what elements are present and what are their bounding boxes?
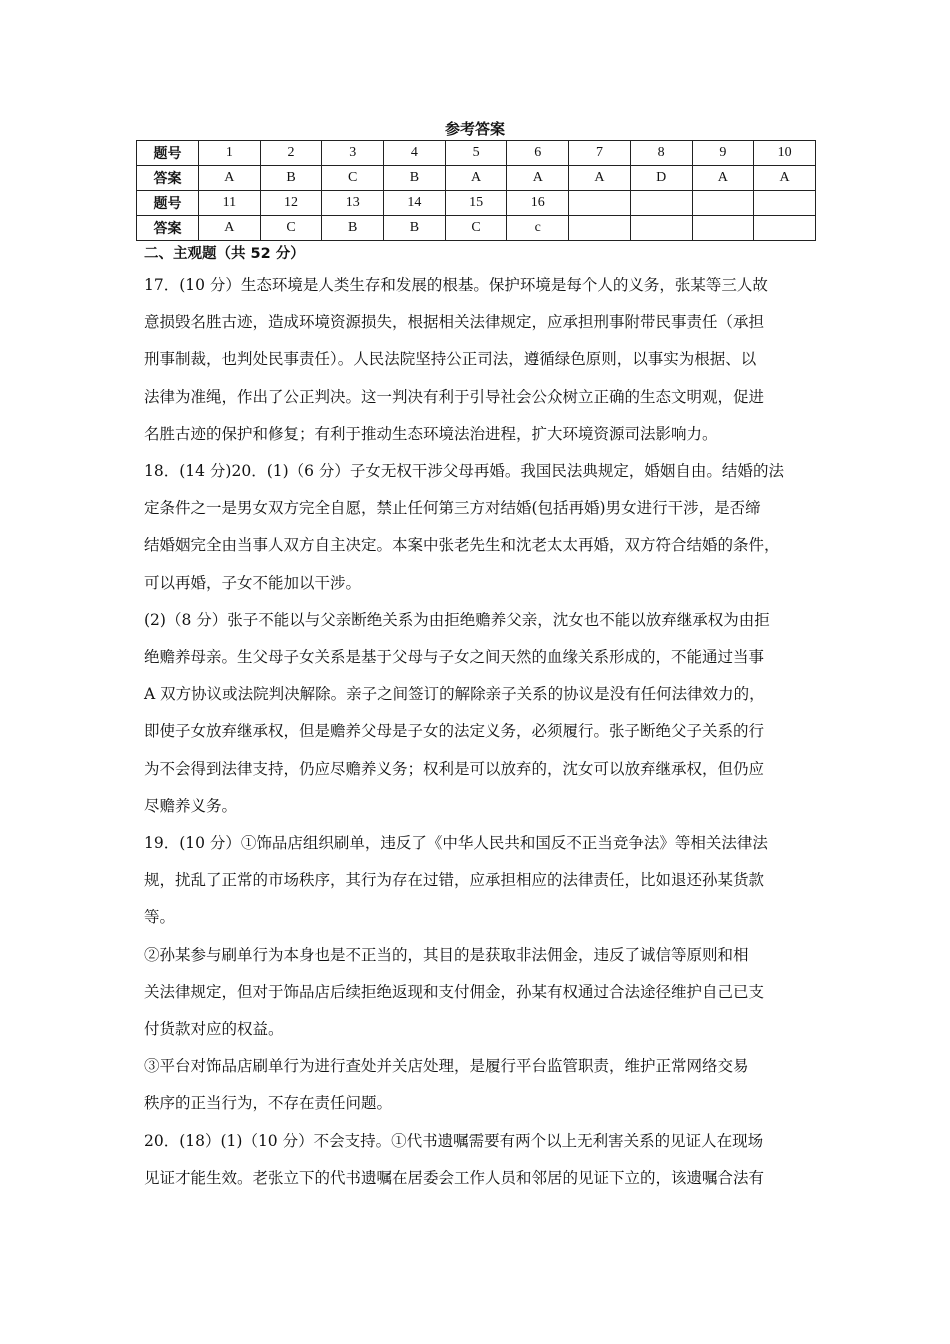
paragraph-line: 等。 (144, 908, 176, 927)
table-cell: 4 (384, 141, 446, 166)
paragraph-line: 18．(14 分)20．(1)（6 分）子女无权干涉父母再婚。我国民法典规定，婚姻自由。结婚的法 (144, 462, 784, 481)
answer-paragraph (144, 1048, 814, 1122)
table-cell: 16 (507, 191, 569, 216)
row-label: 题号 (137, 191, 199, 216)
table-cell: 6 (507, 141, 569, 166)
answer-paragraph (144, 267, 814, 453)
paragraph-line: 法律为准绳，作出了公正判决。这一判决有利于引导社会公众树立正确的生态文明观，促进 (144, 387, 765, 406)
table-row (137, 191, 816, 216)
page-title: 参考答案 (444, 120, 505, 138)
table-cell: A (569, 166, 631, 191)
table-row (137, 216, 816, 241)
table-cell (692, 191, 754, 216)
table-cell (630, 191, 692, 216)
table-cell: 11 (199, 191, 261, 216)
answer-paragraph (144, 602, 814, 825)
table-cell: 7 (569, 141, 631, 166)
answer-paragraph (144, 825, 814, 937)
answer-paragraph (144, 1123, 814, 1197)
paragraph-line: 结婚姻完全由当事人双方自主决定。本案中张老先生和沈老太太再婚，双方符合结婚的条件， (144, 536, 780, 555)
table-cell: 9 (692, 141, 754, 166)
paragraph-line: 刑事制裁，也判处民事责任）。人民法院坚持公正司法，遵循绿色原则，以事实为根据、以 (144, 350, 757, 369)
paragraph-line: 意损毁名胜古迹，造成环境资源损失，根据相关法律规定，应承担刑事附带民事责任（承担 (144, 313, 765, 332)
table-cell: B (260, 166, 322, 191)
paragraph-line: ②孙某参与刷单行为本身也是不正当的，其目的是获取非法佣金，违反了诚信等原则和相 (144, 945, 749, 964)
table-cell (754, 191, 816, 216)
paragraph-line: 见证才能生效。老张立下的代书遗嘱在居委会工作人员和邻居的见证下立的，该遗嘱合法有 (144, 1168, 765, 1187)
table-row (137, 166, 816, 191)
paragraph-line: 20．(18）(1)（10 分）不会支持。①代书遗嘱需要有两个以上无利害关系的见证人在现场 (144, 1131, 764, 1150)
paragraph-line: 17．(10 分）生态环境是人类生存和发展的根基。保护环境是每个人的义务，张某等三人故 (144, 276, 768, 294)
paragraph-line: 尽赡养义务。 (144, 796, 238, 815)
paragraph-line: 即使子女放弃继承权，但是赡养父母是子女的法定义务，必须履行。张子断绝父子关系的行 (144, 722, 765, 741)
table-cell: 10 (754, 141, 816, 166)
paragraph-line: 可以再婚，子女不能加以干涉。 (144, 573, 362, 592)
paragraph-line: (2)（8 分）张子不能以与父亲断绝关系为由拒绝赡养父亲，沈女也不能以放弃继承权为由拒 (144, 610, 770, 629)
paragraph-line: 规，扰乱了正常的市场秩序，其行为存在过错，应承担相应的法律责任，比如退还孙某货款 (144, 871, 765, 890)
paragraph-line: 为不会得到法律支持，仍应尽赡养义务；权利是可以放弃的，沈女可以放弃继承权，但仍应 (144, 759, 765, 778)
table-cell (569, 191, 631, 216)
table-cell: A (199, 166, 261, 191)
table-cell: A (507, 166, 569, 191)
paragraph-line: 付货款对应的权益。 (144, 1020, 284, 1039)
table-cell: A (692, 166, 754, 191)
table-cell: 1 (199, 141, 261, 166)
table-cell: 8 (630, 141, 692, 166)
table-cell: C (445, 216, 507, 241)
table-cell: C (260, 216, 322, 241)
table-row (137, 141, 816, 166)
table-cell: D (630, 166, 692, 191)
table-cell: 15 (445, 191, 507, 216)
answer-paragraph (144, 453, 814, 602)
paragraph-line: 名胜古迹的保护和修复；有利于推动生态环境法治进程，扩大环境资源司法影响力。 (144, 424, 718, 443)
paragraph-line: A 双方协议或法院判决解除。亲子之间签订的解除亲子关系的协议是没有任何法律效力的， (144, 685, 765, 704)
table-cell: c (507, 216, 569, 241)
table-cell: B (384, 166, 446, 191)
table-cell (692, 216, 754, 241)
paragraph-line: 19．(10 分）①饰品店组织刷单，违反了《中华人民共和国反不正当竞争法》等相关法律法 (144, 834, 768, 853)
answer-content (144, 242, 814, 1197)
table-cell: A (199, 216, 261, 241)
table-cell (630, 216, 692, 241)
table-cell: 13 (322, 191, 384, 216)
table-cell: B (384, 216, 446, 241)
table-cell: 3 (322, 141, 384, 166)
table-cell: A (754, 166, 816, 191)
paragraph-line: 绝赡养母亲。生父母子女关系是基于父母与子女之间天然的血缘关系形成的，不能通过当事 (144, 648, 765, 667)
table-cell: 12 (260, 191, 322, 216)
answer-paragraph (144, 937, 814, 1049)
table-cell: A (445, 166, 507, 191)
section-heading: 二、主观题（共 52 分） (144, 246, 305, 262)
row-label: 题号 (137, 141, 199, 166)
table-cell (569, 216, 631, 241)
table-cell: B (322, 216, 384, 241)
row-label: 答案 (137, 166, 199, 191)
table-cell: 5 (445, 141, 507, 166)
paragraph-line: ③平台对饰品店刷单行为进行查处并关店处理，是履行平台监管职责，维护正常网络交易 (144, 1057, 749, 1076)
answer-table (136, 140, 816, 241)
table-cell: C (322, 166, 384, 191)
table-cell: 2 (260, 141, 322, 166)
table-cell: 14 (384, 191, 446, 216)
paragraph-line: 定条件之一是男女双方完全自愿，禁止任何第三方对结婚(包括再婚)男女进行干涉，是否缔 (144, 499, 761, 518)
paragraph-line: 秩序的正当行为，不存在责任问题。 (144, 1094, 393, 1113)
table-cell (754, 216, 816, 241)
paragraph-line: 关法律规定，但对于饰品店后续拒绝返现和支付佣金，孙某有权通过合法途径维护自己已支 (144, 982, 765, 1001)
row-label: 答案 (137, 216, 199, 241)
